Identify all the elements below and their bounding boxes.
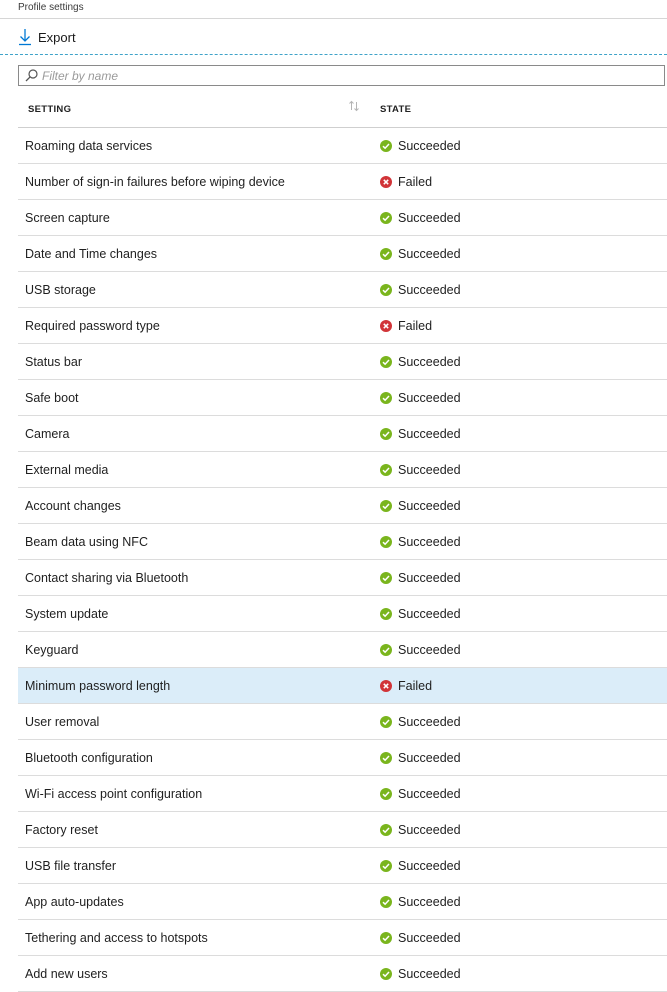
table-row[interactable]	[18, 596, 667, 632]
setting-name: USB storage	[25, 283, 96, 297]
check-circle-icon	[380, 464, 392, 476]
setting-name: USB file transfer	[25, 859, 117, 873]
check-circle-icon	[380, 896, 392, 908]
state-label: Succeeded	[398, 859, 461, 873]
state-label: Succeeded	[398, 607, 461, 621]
table-row[interactable]	[18, 632, 667, 668]
state-cell	[380, 463, 461, 477]
table-row[interactable]	[18, 272, 667, 308]
state-label: Succeeded	[398, 427, 461, 441]
state-label: Succeeded	[398, 931, 461, 945]
table-row[interactable]	[18, 488, 667, 524]
table-row[interactable]	[18, 848, 667, 884]
page-title: Profile settings	[18, 2, 84, 13]
sort-arrows-icon[interactable]	[348, 100, 360, 115]
setting-name: Keyguard	[25, 643, 79, 657]
state-cell	[380, 391, 461, 405]
state-cell	[380, 355, 461, 369]
check-circle-icon	[380, 284, 392, 296]
state-label: Succeeded	[398, 823, 461, 837]
state-label: Succeeded	[398, 643, 461, 657]
setting-name: External media	[25, 463, 109, 477]
state-label: Succeeded	[398, 751, 461, 765]
state-label: Succeeded	[398, 499, 461, 513]
setting-name: Add new users	[25, 967, 108, 981]
state-cell	[380, 499, 461, 513]
state-cell	[380, 895, 461, 909]
check-circle-icon	[380, 140, 392, 152]
title-divider	[0, 18, 667, 19]
state-label: Succeeded	[398, 463, 461, 477]
table-row[interactable]	[18, 560, 667, 596]
filter-input[interactable]	[38, 67, 642, 85]
check-circle-icon	[380, 752, 392, 764]
check-circle-icon	[380, 500, 392, 512]
setting-name: Number of sign-in failures before wiping device	[25, 175, 285, 189]
setting-name: Safe boot	[25, 391, 79, 405]
table-row[interactable]	[18, 308, 667, 344]
filter-box	[18, 65, 665, 86]
setting-name: Camera	[25, 427, 70, 441]
table-row[interactable]	[18, 344, 667, 380]
column-header-setting[interactable]: SETTING	[28, 104, 72, 115]
state-cell	[380, 643, 461, 657]
setting-name: System update	[25, 607, 109, 621]
error-circle-icon	[380, 680, 392, 692]
table-row[interactable]	[18, 524, 667, 560]
setting-name: Required password type	[25, 319, 160, 333]
setting-name: Roaming data services	[25, 139, 153, 153]
settings-table-body	[18, 128, 667, 992]
error-circle-icon	[380, 320, 392, 332]
setting-name: Wi-Fi access point configuration	[25, 787, 203, 801]
check-circle-icon	[380, 248, 392, 260]
state-cell	[380, 319, 432, 333]
column-header-state[interactable]: STATE	[380, 104, 412, 115]
state-label: Succeeded	[398, 391, 461, 405]
table-row[interactable]	[18, 956, 667, 992]
state-cell	[380, 175, 432, 189]
state-cell	[380, 247, 461, 261]
state-label: Succeeded	[398, 355, 461, 369]
check-circle-icon	[380, 392, 392, 404]
state-cell	[380, 283, 461, 297]
state-label: Succeeded	[398, 967, 461, 981]
check-circle-icon	[380, 860, 392, 872]
table-row[interactable]	[18, 884, 667, 920]
setting-name: Tethering and access to hotspots	[25, 931, 208, 945]
search-icon	[25, 69, 38, 82]
table-row[interactable]	[18, 200, 667, 236]
check-circle-icon	[380, 608, 392, 620]
state-cell	[380, 967, 461, 981]
check-circle-icon	[380, 428, 392, 440]
state-cell	[380, 535, 461, 549]
state-label: Succeeded	[398, 283, 461, 297]
setting-name: Bluetooth configuration	[25, 751, 153, 765]
setting-name: User removal	[25, 715, 100, 729]
export-label: Export	[38, 29, 76, 45]
state-cell	[380, 211, 461, 225]
state-label: Succeeded	[398, 247, 461, 261]
table-row[interactable]	[18, 776, 667, 812]
state-cell	[380, 715, 461, 729]
state-label: Succeeded	[398, 535, 461, 549]
setting-name: Factory reset	[25, 823, 98, 837]
state-label: Succeeded	[398, 787, 461, 801]
table-row[interactable]	[18, 128, 667, 164]
state-label: Failed	[398, 679, 433, 693]
table-header	[18, 92, 667, 128]
toolbar-divider	[0, 54, 667, 55]
setting-name: App auto-updates	[25, 895, 124, 909]
setting-name: Date and Time changes	[25, 247, 158, 261]
check-circle-icon	[380, 824, 392, 836]
state-cell	[380, 787, 461, 801]
check-circle-icon	[380, 356, 392, 368]
state-cell	[380, 571, 461, 585]
state-label: Failed	[398, 319, 433, 333]
state-cell	[380, 751, 461, 765]
state-label: Succeeded	[398, 715, 461, 729]
check-circle-icon	[380, 788, 392, 800]
check-circle-icon	[380, 716, 392, 728]
export-button[interactable]	[18, 26, 76, 48]
check-circle-icon	[380, 968, 392, 980]
setting-name: Contact sharing via Bluetooth	[25, 571, 189, 585]
state-label: Succeeded	[398, 571, 461, 585]
table-row[interactable]	[18, 812, 667, 848]
table-row[interactable]	[18, 236, 667, 272]
table-row[interactable]	[18, 704, 667, 740]
download-arrow-icon	[18, 28, 32, 46]
check-circle-icon	[380, 572, 392, 584]
table-row[interactable]	[18, 380, 667, 416]
state-cell	[380, 859, 461, 873]
setting-name: Account changes	[25, 499, 121, 513]
setting-name: Beam data using NFC	[25, 535, 148, 549]
state-cell	[380, 679, 432, 693]
state-cell	[380, 823, 461, 837]
state-cell	[380, 427, 461, 441]
table-row[interactable]	[18, 668, 667, 704]
check-circle-icon	[380, 644, 392, 656]
check-circle-icon	[380, 212, 392, 224]
table-row[interactable]	[18, 452, 667, 488]
error-circle-icon	[380, 176, 392, 188]
table-row[interactable]	[18, 416, 667, 452]
table-row[interactable]	[18, 164, 667, 200]
check-circle-icon	[380, 932, 392, 944]
table-row[interactable]	[18, 920, 667, 956]
state-label: Succeeded	[398, 139, 461, 153]
state-cell	[380, 139, 461, 153]
setting-name: Minimum password length	[25, 679, 171, 693]
setting-name: Status bar	[25, 355, 82, 369]
table-row[interactable]	[18, 740, 667, 776]
state-cell	[380, 931, 461, 945]
state-label: Failed	[398, 175, 433, 189]
state-cell	[380, 607, 461, 621]
state-label: Succeeded	[398, 211, 461, 225]
state-label: Succeeded	[398, 895, 461, 909]
check-circle-icon	[380, 536, 392, 548]
setting-name: Screen capture	[25, 211, 110, 225]
